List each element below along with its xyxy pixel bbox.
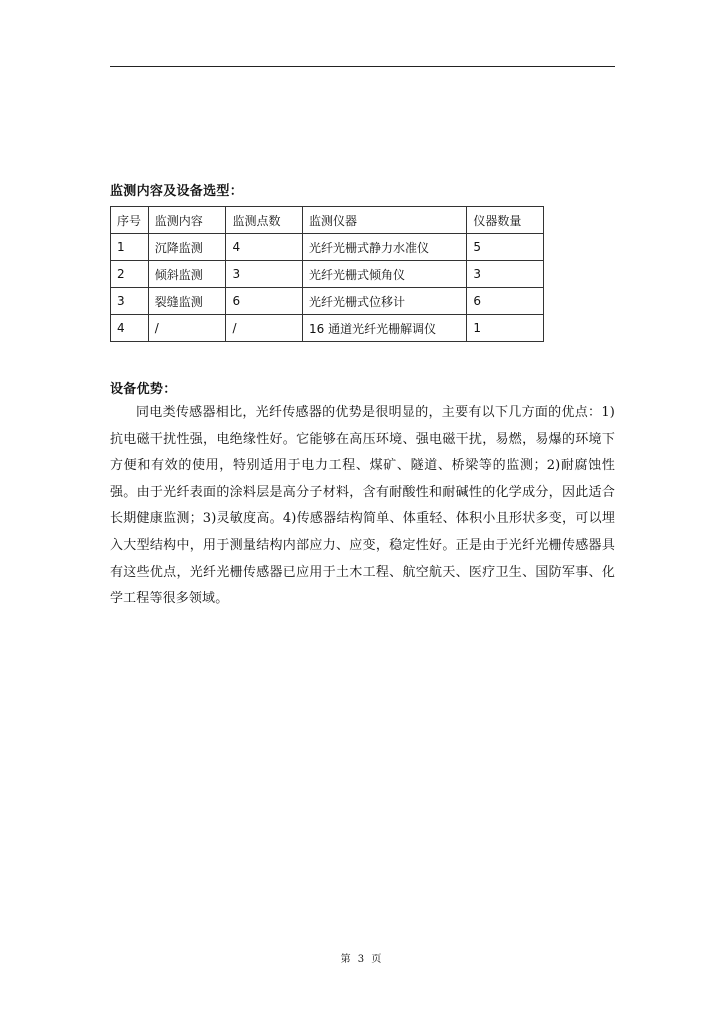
table-cell: 6: [467, 288, 544, 315]
header-cell-content: 监测内容: [148, 207, 226, 234]
table-cell: 沉降监测: [148, 234, 226, 261]
table-cell: /: [148, 315, 226, 342]
table-cell: 16 通道光纤光栅解调仪: [303, 315, 467, 342]
header-cell-points: 监测点数: [226, 207, 303, 234]
table-cell: 5: [467, 234, 544, 261]
table-row: [111, 288, 544, 315]
table-cell: 4: [226, 234, 303, 261]
table-header-row: [111, 207, 544, 234]
table-cell: 2: [111, 261, 149, 288]
table-row: [111, 234, 544, 261]
table-cell: 3: [226, 261, 303, 288]
table-row: [111, 261, 544, 288]
header-cell-instrument: 监测仪器: [303, 207, 467, 234]
table-cell: 光纤光栅式静力水准仪: [303, 234, 467, 261]
table-cell: 6: [226, 288, 303, 315]
header-cell-index: 序号: [111, 207, 149, 234]
header-rule: [110, 66, 615, 67]
advantage-paragraph: 同电类传感器相比，光纤传感器的优势是很明显的，主要有以下几方面的优点：1)抗电磁干扰性强，电绝缘性好。它能够在高压环境、强电磁干扰，易燃，易爆的环境下方便和有效的使用，特别适用于电力工程、煤矿、隧道、桥梁等的监测；2)耐腐蚀性强。由于光纤表面的涂料层是高分子材料，含有耐酸性和耐碱性的化学成分，因此适合长期健康监测；3)灵敏度高。4)传感器结构简单、体重轻、体积小且形状多变，可以埋入大型结构中，用于测量结构内部应力、应变，稳定性好。正是由于光纤光栅传感器具有这些优点，光纤光栅传感器已应用于土木工程、航空航天、医疗卫生、国防军事、化学工程等很多领域。: [110, 405, 615, 607]
table-cell: 1: [111, 234, 149, 261]
table-cell: /: [226, 315, 303, 342]
table-cell: 4: [111, 315, 149, 342]
table-cell: 裂缝监测: [148, 288, 226, 315]
table-cell: 3: [111, 288, 149, 315]
table-cell: 光纤光栅式位移计: [303, 288, 467, 315]
advantage-section-title: 设备优势：: [110, 382, 177, 397]
equipment-table: [110, 206, 544, 342]
monitor-section-title: 监测内容及设备选型：: [110, 184, 244, 199]
page-number: 第 3 页: [340, 954, 384, 965]
table-cell: 倾斜监测: [148, 261, 226, 288]
table-cell: 1: [467, 315, 544, 342]
header-cell-quantity: 仪器数量: [467, 207, 544, 234]
table-cell: 3: [467, 261, 544, 288]
table-cell: 光纤光栅式倾角仪: [303, 261, 467, 288]
table-row: [111, 315, 544, 342]
